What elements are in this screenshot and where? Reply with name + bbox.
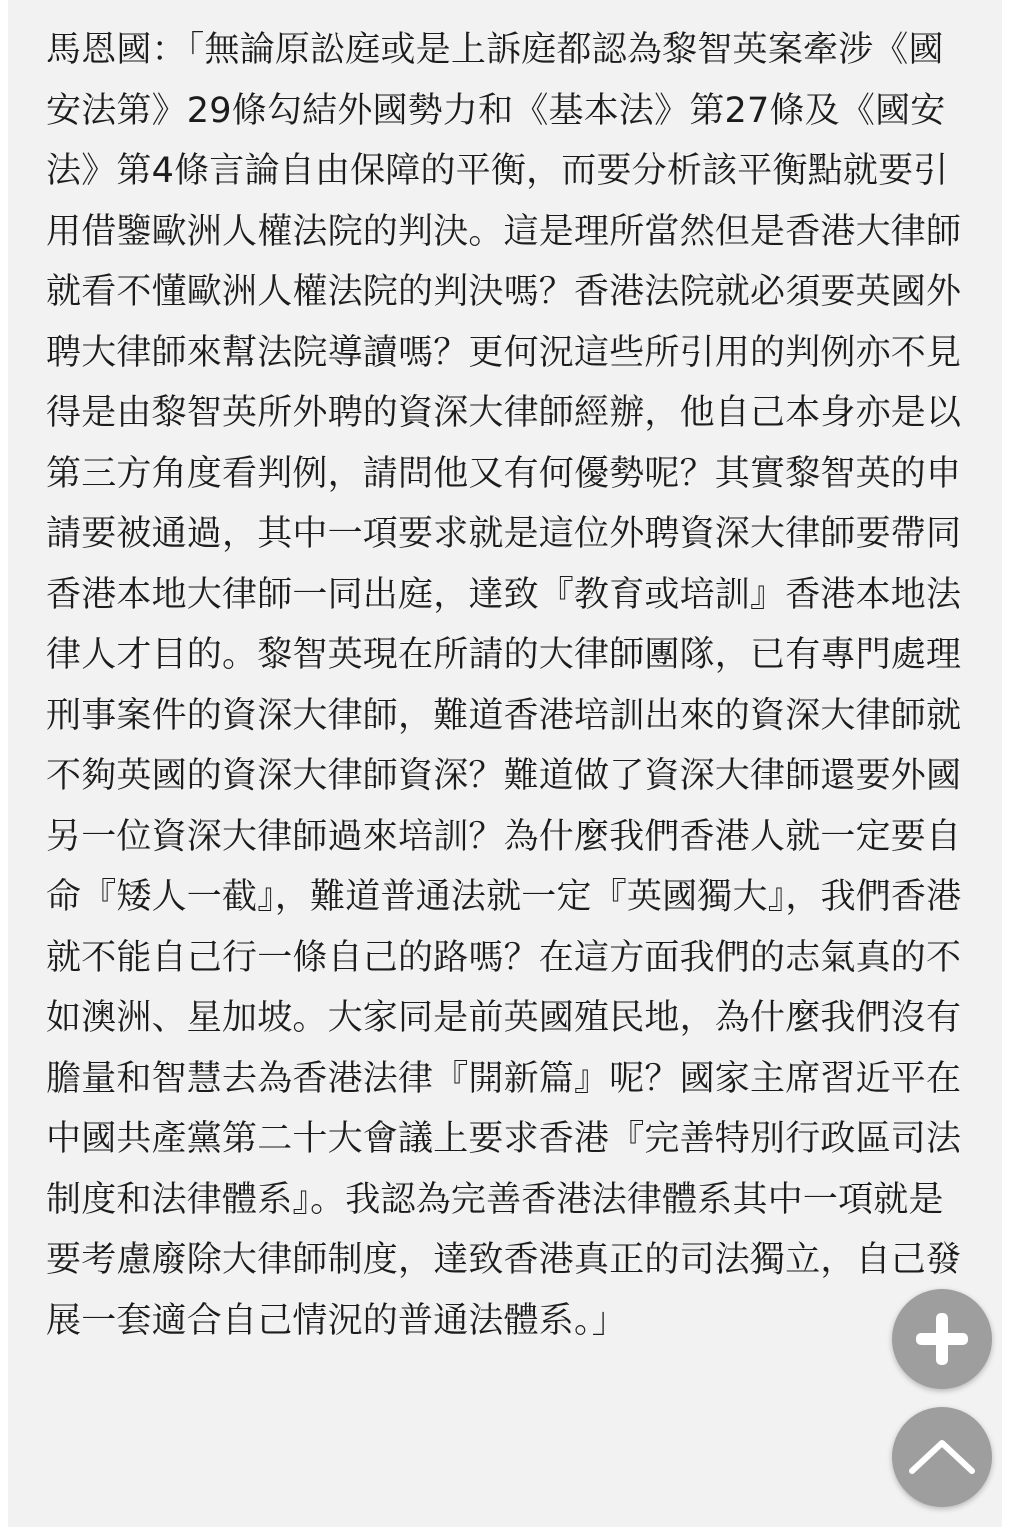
chevron-up-icon <box>906 1435 978 1479</box>
plus-icon <box>910 1307 974 1371</box>
article-body <box>8 0 1002 1527</box>
scroll-to-top-button[interactable] <box>892 1407 992 1507</box>
article-paragraph: 馬恩國：「無論原訟庭或是上訴庭都認為黎智英案牽涉《國安法第》29條勾結外國勢力和《基本法》第27條及《國安法》第4條言論自由保障的平衡，而要分析該平衡點就要引用借鑒歐洲人權法院的判決。這是理所當然但是香港大律師就看不懂歐洲人權法院的判決嗎？香港法院就必須要英國外聘大律師來幫法院導讀嗎？更何況這些所引用的判例亦不見得是由黎智英所外聘的資深大律師經辦，他自己本身亦是以第三方角度看判例，請問他又有何優勢呢？其實黎智英的申請要被通過，其中一項要求就是這位外聘資深大律師要帶同香港本地大律師一同出庭，達致『教育或培訓』香港本地法律人才目的。黎智英現在所請的大律師團隊，已有專門處理刑事案件的資深大律師，難道香港培訓出來的資深大律師就不夠英國的資深大律師資深？難道做了資深大律師還要外國另一位資深大律師過來培訓？為什麼我們香港人就一定要自命『矮人一截』，難道普通法就一定『英國獨大』，我們香港就不能自己行一條自己的路嗎？在這方面我們的志氣真的不如澳洲、星加坡。大家同是前英國殖民地，為什麼我們沒有膽量和智慧去為香港法律『開新篇』呢？國家主席習近平在中國共產黨第二十大會議上要求香港『完善特別行政區司法制度和法律體系』。我認為完善香港法律體系其中一項就是要考慮廢除大律師制度，達致香港真正的司法獨立，自己發展一套適合自己情況的普通法體系。」 <box>46 30 962 1341</box>
add-button[interactable] <box>892 1289 992 1389</box>
